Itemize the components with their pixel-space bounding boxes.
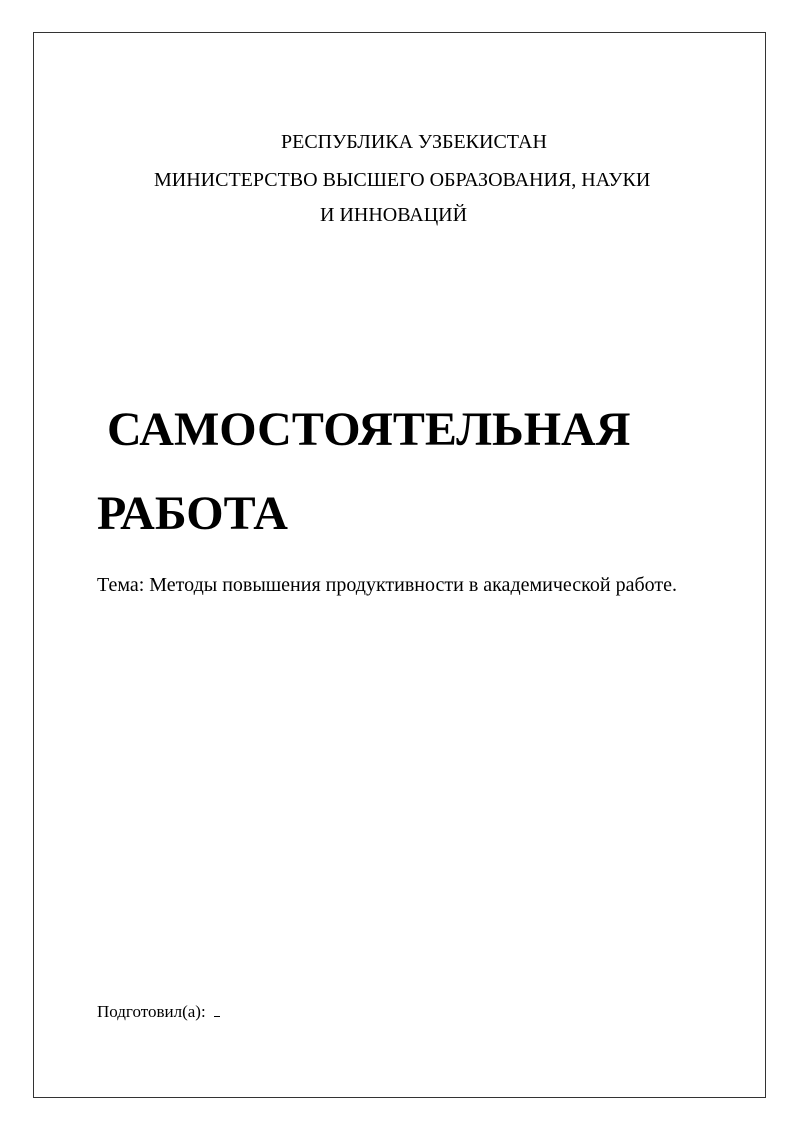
document-title-line-2: РАБОТА	[97, 487, 288, 540]
prepared-by-blank-line	[214, 1002, 220, 1017]
ministry-heading-line-1: МИНИСТЕРСТВО ВЫСШЕГО ОБРАЗОВАНИЯ, НАУКИ	[154, 169, 651, 191]
country-heading: РЕСПУБЛИКА УЗБЕКИСТАН	[281, 131, 547, 153]
prepared-by	[97, 1001, 220, 1023]
topic-text: Тема: Методы повышения продуктивности в академической работе.	[97, 574, 677, 596]
ministry-heading-line-2: И ИННОВАЦИЙ	[320, 204, 468, 226]
prepared-by-label: Подготовил(а):	[97, 1002, 206, 1021]
document-title-line-1: САМОСТОЯТЕЛЬНАЯ	[107, 403, 631, 456]
